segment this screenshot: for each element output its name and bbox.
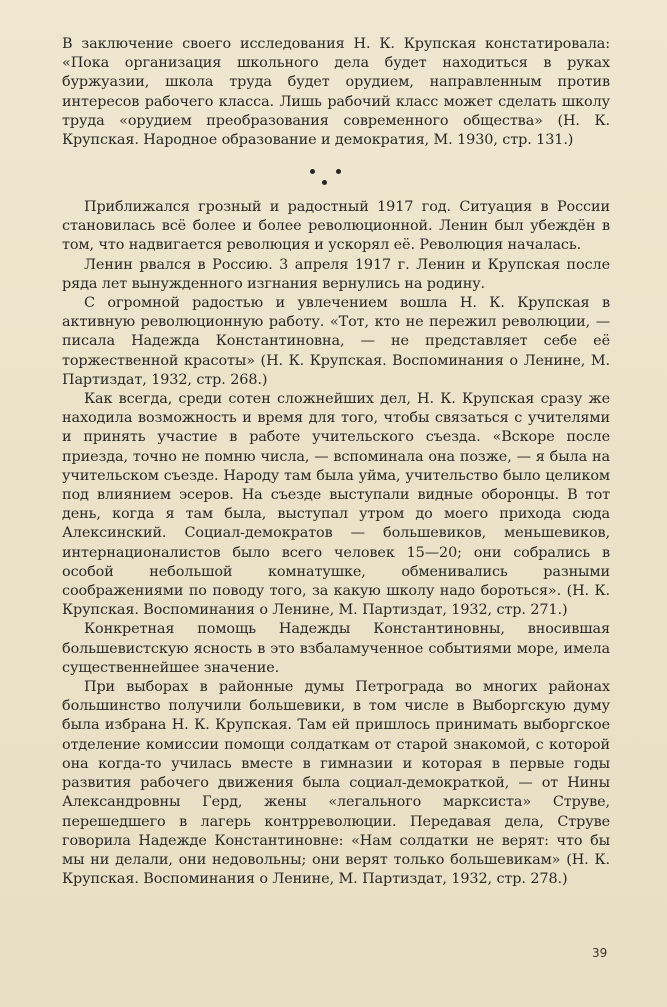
section-separator [0,160,667,190]
paragraph-4: Как всегда, среди сотен сложнейших дел, Н. К. Крупская сразу же находила возможность и время для того, чтобы связаться с учителями и принять участие в работе учительского съезда. «Вскоре после приезда, точно не помню числа, — вспоминала она позже, — я была на учительском съезде. Народу там была уйма, учительство было целиком под влиянием эсеров. На съезде выступали видные оборонцы. В тот день, когда я там была, выступал утром до моего прихода сюда Алексинский. Социал-демократов — большевиков, меньшевиков, интернационалистов было всего человек 15—20; они собрались в особой небольшой комнатушке, обменивались разными соображениями по поводу того, за какую школу надо бороться». (Н. К. Крупская. Воспоминания о Ленине, М. Партиздат, 1932, стр. 271.) [62,391,610,619]
paragraph-3: С огромной радостью и увлечением вошла Н. К. Крупская в активную революционную работу. «Тот, кто не пережил революции, — писала Надежда Константиновна, — не представляет себе её торжественной красоты» (Н. К. Крупская. Воспоминания о Ленине, М. Партиздат, 1932, стр. 268.) [62,295,610,388]
intro-text-block [62,35,610,150]
paragraph-6: При выборах в районные думы Петрограда во многих районах большинство получили большевики, в том числе в Выборгскую думу была избрана Н. К. Крупская. Там ей пришлось принимать выборгское отделение комиссии помощи солдаткам от старой знакомой, с которой она когда-то училась вместе в гимназии и которая в первые годы развития рабочего движения была социал-демократкой, — от Нины Александровны Герд, жены «легального марксиста» Струве, перешедшего в лагерь контрреволюции. Передавая дела, Струве говорила Надежде Константиновне: «Нам солдатки не верят: что бы мы ни делали, они недовольны; они верят только большевикам» (Н. К. Крупская. Воспоминания о Ленине, М. Партиздат, 1932, стр. 278.) [62,679,610,888]
main-text-block [62,198,610,889]
paragraph-5: Конкретная помощь Надежды Константиновны, вносившая большевистскую ясность в это взбаламученное событиями море, имела существеннейшее значение. [62,621,610,676]
paragraph-1: Приближался грозный и радостный 1917 год. Ситуация в России становилась всё более и более революционной. Ленин был убеждён в том, что надвигается революция и ускорял её. Революция началась. [62,199,610,254]
separator-dot [336,169,341,174]
separator-dot [322,180,327,185]
separator-dot [310,169,315,174]
paragraph-2: Ленин рвался в Россию. 3 апреля 1917 г. Ленин и Крупская после ряда лет вынужденного изгнания вернулись на родину. [62,256,610,292]
intro-paragraph: В заключение своего исследования Н. К. Крупская констатировала: «Пока организация школьного дела будет находиться в руках буржуазии, школа труда будет орудием, направленным против интересов рабочего класса. Лишь рабочий класс может сделать школу труда «орудием преобразования современного общества» (Н. К. Крупская. Народное образование и демократия, М. 1930, стр. 131.) [62,36,610,149]
page-number: 39 [592,946,608,960]
